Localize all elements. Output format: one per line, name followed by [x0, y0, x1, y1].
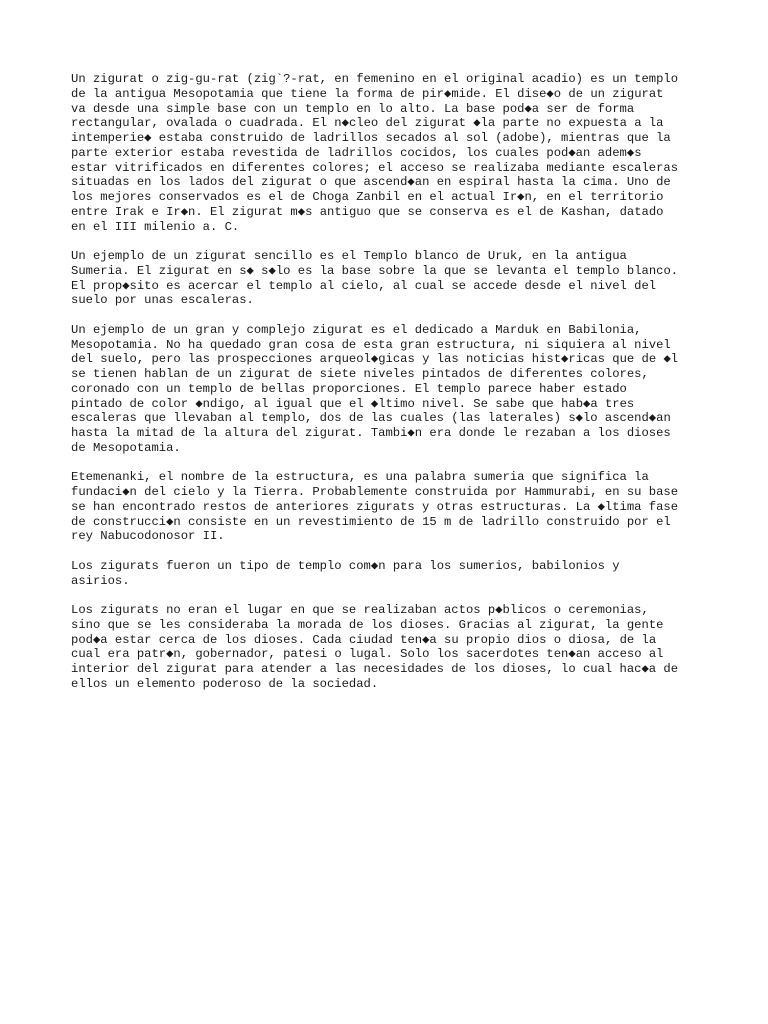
paragraph-dwelling-of-gods: Los zigurats no eran el lugar en que se realizaban actos p◆blicos o ceremonias, sino que se les consideraba la morada de los dioses. Gracias al zigurat, la gente pod◆a estar cerca de los dioses. Cada ciudad ten◆a su propio dios o diosa, de la cual era patr◆n, gobernador, patesi o lugal. Solo los sacerdotes ten◆an acceso al interior del zigurat para atender a las necesidades de los dioses, lo cual hac◆a de ellos un elemento poderoso de la sociedad. — [71, 603, 679, 691]
document-page — [71, 72, 711, 706]
paragraph-common-temple: Los zigurats fueron un tipo de templo com◆n para los sumerios, babilonios y asirios. — [71, 558, 620, 588]
paragraph-marduk-babylon: Un ejemplo de un gran y complejo zigurat es el dedicado a Marduk en Babilonia, Mesopotamia. No ha quedado gran cosa de esta gran estructura, ni siquiera al nivel del suelo, pero las prospecciones arqueol◆gicas y las noticias hist◆ricas que de ◆l se tienen hablan de un zigurat de siete niveles pintados de diferentes colores, coronado con un templo de bellas proporciones. El templo parece haber estado pintado de color ◆ndigo, al igual que el ◆ltimo nivel. Se sabe que hab◆a tres escaleras que llevaban al templo, dos de las cuales (las laterales) s◆lo ascend◆an hasta la mitad de la altura del zigurat. Tambi◆n era donde le rezaban a los dioses de Mesopotamia. — [71, 322, 679, 455]
paragraph-uruk-white-temple: Un ejemplo de un zigurat sencillo es el Templo blanco de Uruk, en la antigua Sumeria. El zigurat en s◆ s◆lo es la base sobre la que se levanta el templo blanco. El prop◆sito es acercar el templo al cielo, al cual se accede desde el nivel del suelo por unas escaleras. — [71, 249, 679, 308]
paragraph-zigurat-definition: Un zigurat o zig-gu-rat (zig`?-rat, en femenino en el original acadio) es un templo de la antigua Mesopotamia que tiene la forma de pir◆mide. El dise◆o de un zigurat va desde una simple base con un templo en lo alto. La base pod◆a ser de forma rectangular, ovalada o cuadrada. El n◆cleo del zigurat ◆la parte no expuesta a la intemperie◆ estaba construido de ladrillos secados al sol (adobe), mientras que la parte exterior estaba revestida de ladrillos cocidos, los cuales pod◆an adem◆s estar vitrificados en diferentes colores; el acceso se realizaba mediante escaleras situadas en los lados del zigurat o que ascend◆an en espiral hasta la cima. Uno de los mejores conservados es el de Choga Zanbil en el actual Ir◆n, en el territorio entre Irak e Ir◆n. El zigurat m◆s antiguo que se conserva es el de Kashan, datado en el III milenio a. C. — [71, 72, 679, 234]
paragraph-etemenanki: Etemenanki, el nombre de la estructura, es una palabra sumeria que significa la fundaci◆n del cielo y la Tierra. Probablemente construida por Hammurabi, en su base se han encontrado restos de anteriores zigurats y otras estructuras. La ◆ltima fase de construcci◆n consiste en un revestimiento de 15 m de ladrillo construido por el rey Nabucodonosor II. — [71, 470, 679, 544]
